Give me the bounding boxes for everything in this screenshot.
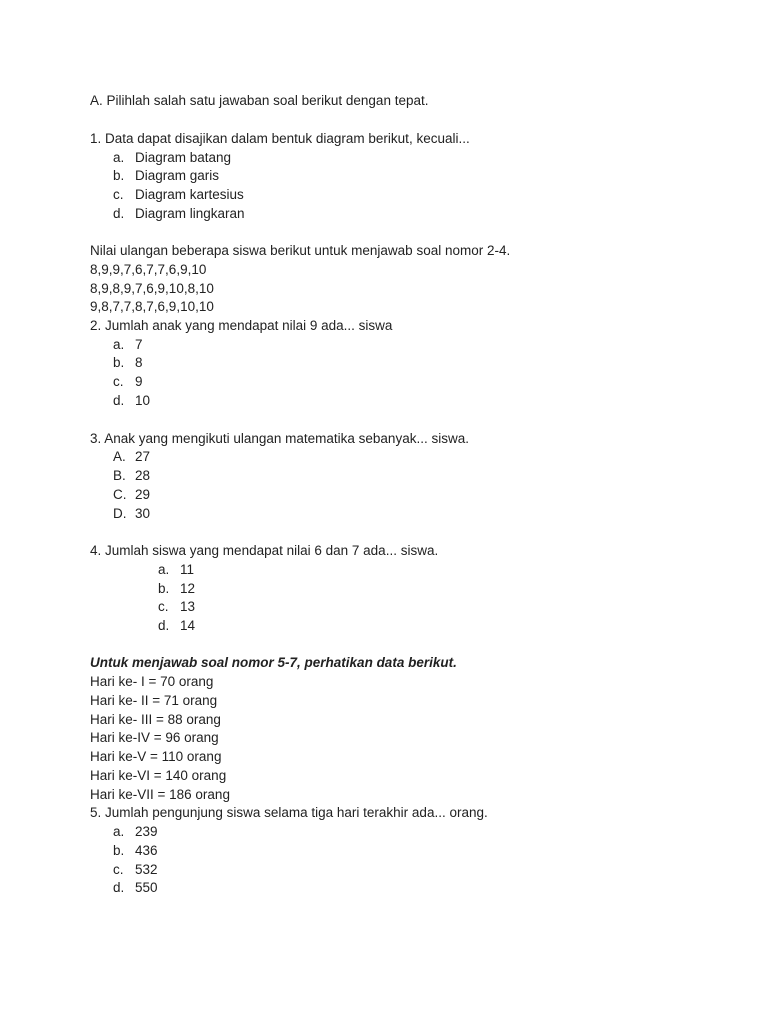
question-1: 1. Data dapat disajikan dalam bentuk diagram berikut, kecuali...	[90, 131, 470, 146]
q1-option-b: b. Diagram garis	[113, 168, 220, 183]
q5-option-d: d. 550	[113, 880, 158, 895]
q3-option-c: C. 29	[113, 487, 151, 502]
visitors-row-7: Hari ke-VII = 186 orang	[90, 787, 230, 802]
q2-option-b: b. 8	[113, 355, 143, 370]
q5-option-a: a. 239	[113, 824, 158, 839]
q4-option-d: d. 14	[158, 618, 196, 633]
q1-option-a: a. Diagram batang	[113, 150, 232, 165]
visitors-row-4: Hari ke-IV = 96 orang	[90, 730, 219, 745]
q5-option-b: b. 436	[113, 843, 158, 858]
data-row-3: 9,8,7,7,8,7,6,9,10,10	[90, 299, 214, 314]
q1-option-d: d. Diagram lingkaran	[113, 206, 245, 221]
data-intro: Nilai ulangan beberapa siswa berikut untuk menjawab soal nomor 2-4.	[90, 243, 511, 258]
section-header: A. Pilihlah salah satu jawaban soal berikut dengan tepat.	[90, 93, 429, 108]
visitors-row-5: Hari ke-V = 110 orang	[90, 749, 222, 764]
q4-option-b: b. 12	[158, 581, 196, 596]
q3-option-a: A. 27	[113, 449, 151, 464]
visitors-heading: Untuk menjawab soal nomor 5-7, perhatikan data berikut.	[90, 655, 457, 670]
q2-option-d: d. 10	[113, 393, 151, 408]
visitors-row-2: Hari ke- II = 71 orang	[90, 693, 218, 708]
question-5: 5. Jumlah pengunjung siswa selama tiga hari terakhir ada... orang.	[90, 805, 488, 820]
question-2: 2. Jumlah anak yang mendapat nilai 9 ada... siswa	[90, 318, 393, 333]
q3-option-b: B. 28	[113, 468, 151, 483]
q1-option-c: c. Diagram kartesius	[113, 187, 244, 202]
q4-option-a: a. 11	[158, 562, 195, 577]
q4-option-c: c. 13	[158, 599, 196, 614]
visitors-row-3: Hari ke- III = 88 orang	[90, 712, 221, 727]
visitors-row-1: Hari ke- I = 70 orang	[90, 674, 214, 689]
data-row-1: 8,9,9,7,6,7,7,6,9,10	[90, 262, 207, 277]
q2-option-c: c. 9	[113, 374, 143, 389]
data-row-2: 8,9,8,9,7,6,9,10,8,10	[90, 281, 214, 296]
q3-option-d: D. 30	[113, 506, 151, 521]
q5-option-c: c. 532	[113, 862, 158, 877]
question-3: 3. Anak yang mengikuti ulangan matematika sebanyak... siswa.	[90, 431, 469, 446]
question-4: 4. Jumlah siswa yang mendapat nilai 6 dan 7 ada... siswa.	[90, 543, 439, 558]
q2-option-a: a. 7	[113, 337, 143, 352]
visitors-row-6: Hari ke-VI = 140 orang	[90, 768, 227, 783]
